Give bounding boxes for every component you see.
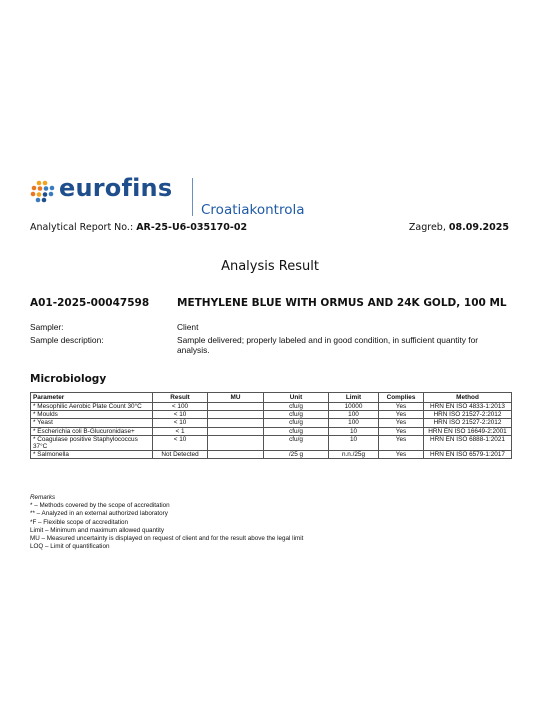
- cell-limit: 100: [329, 411, 379, 419]
- eurofins-logo: [30, 174, 305, 220]
- cell-complies: Yes: [379, 451, 424, 459]
- sample-name: METHYLENE BLUE WITH ORMUS AND 24K GOLD, 100 ML: [177, 297, 507, 309]
- header-unit: Unit: [264, 393, 329, 403]
- cell-mu: [208, 411, 264, 419]
- cell-method: HRN EN ISO 6579-1:2017: [424, 451, 512, 459]
- header-mu: MU: [208, 393, 264, 403]
- cell-limit: 10: [329, 427, 379, 435]
- header-parameter: Parameter: [31, 393, 153, 403]
- table-row: [31, 419, 512, 427]
- header-limit: Limit: [329, 393, 379, 403]
- table-row: [31, 411, 512, 419]
- table-row: [31, 403, 512, 411]
- cell-method: HRN EN ISO 16649-2:2001: [424, 427, 512, 435]
- logo-subtext: Croatiakontrola: [201, 202, 305, 218]
- remarks-line: * – Methods covered by the scope of accreditation: [30, 502, 170, 510]
- cell-limit: 100: [329, 419, 379, 427]
- sample-description-value: Sample delivered; properly labeled and in good condition, in sufficient quantity for analysis.: [177, 335, 479, 355]
- cell-parameter: * Coagulase positive Staphylococcus 37°C: [31, 435, 153, 450]
- sampler-value: Client: [177, 322, 199, 332]
- sampler-label: Sampler:: [30, 322, 64, 332]
- table-header-row: [31, 393, 512, 403]
- cell-result: < 10: [153, 419, 208, 427]
- place: Zagreb,: [408, 222, 449, 233]
- cell-mu: [208, 451, 264, 459]
- cell-unit: cfu/g: [264, 411, 329, 419]
- cell-parameter: * Escherichia coli B-Glucuronidase+: [31, 427, 153, 435]
- cell-limit: 10000: [329, 403, 379, 411]
- remarks-line: Limit – Minimum and maximum allowed quantity: [30, 526, 165, 534]
- eurofins-dots-icon: [30, 180, 56, 204]
- header-result: Result: [153, 393, 208, 403]
- remarks-title: Remarks: [30, 494, 56, 501]
- header-complies: Complies: [379, 393, 424, 403]
- cell-limit: 10: [329, 435, 379, 450]
- cell-result: Not Detected: [153, 451, 208, 459]
- cell-unit: cfu/g: [264, 403, 329, 411]
- cell-complies: Yes: [379, 419, 424, 427]
- cell-method: HRN EN ISO 6888-1:2021: [424, 435, 512, 450]
- cell-mu: [208, 403, 264, 411]
- cell-method: HRN ISO 21527-2:2012: [424, 419, 512, 427]
- report-number: [30, 222, 247, 233]
- cell-unit: cfu/g: [264, 435, 329, 450]
- cell-method: HRN EN ISO 4833-1:2013: [424, 403, 512, 411]
- cell-result: < 100: [153, 403, 208, 411]
- cell-complies: Yes: [379, 403, 424, 411]
- cell-result: < 1: [153, 427, 208, 435]
- cell-parameter: * Mesophilic Aerobic Plate Count 30°C: [31, 403, 153, 411]
- cell-parameter: * Yeast: [31, 419, 153, 427]
- cell-result: < 10: [153, 411, 208, 419]
- logo-text: eurofins: [59, 174, 173, 202]
- report-date: 08.09.2025: [448, 222, 509, 233]
- section-title: Microbiology: [30, 373, 107, 385]
- table-row: [31, 435, 512, 450]
- report-number-value: AR-25-U6-035170-02: [136, 222, 248, 233]
- cell-mu: [208, 427, 264, 435]
- remarks-line: ** – Analyzed in an external authorized laboratory: [30, 510, 168, 518]
- results-table: [30, 392, 512, 459]
- cell-unit: cfu/g: [264, 419, 329, 427]
- cell-parameter: * Salmonella: [31, 451, 153, 459]
- remarks: [30, 494, 303, 551]
- cell-unit: cfu/g: [264, 427, 329, 435]
- table-row: [31, 451, 512, 459]
- cell-result: < 10: [153, 435, 208, 450]
- cell-parameter: * Moulds: [31, 411, 153, 419]
- remarks-line: *F – Flexible scope of accreditation: [30, 518, 129, 526]
- cell-method: HRN ISO 21527-2:2012: [424, 411, 512, 419]
- sample-code: A01-2025-00047598: [30, 297, 150, 309]
- place-date: [409, 222, 509, 233]
- logo-divider: [192, 178, 193, 216]
- page-title: Analysis Result: [221, 259, 319, 274]
- table-row: [31, 427, 512, 435]
- report-number-label: Analytical Report No.:: [30, 222, 137, 233]
- cell-complies: Yes: [379, 427, 424, 435]
- cell-mu: [208, 419, 264, 427]
- header-method: Method: [424, 393, 512, 403]
- cell-mu: [208, 435, 264, 450]
- cell-unit: /25 g: [264, 451, 329, 459]
- remarks-line: MU – Measured uncertainty is displayed on request of client and for the result above the legal limit: [30, 535, 304, 543]
- sample-description-label: Sample description:: [30, 335, 104, 345]
- remarks-line: LOQ – Limit of quantification: [30, 543, 110, 551]
- cell-complies: Yes: [379, 435, 424, 450]
- cell-limit: n.n./25g: [329, 451, 379, 459]
- cell-complies: Yes: [379, 411, 424, 419]
